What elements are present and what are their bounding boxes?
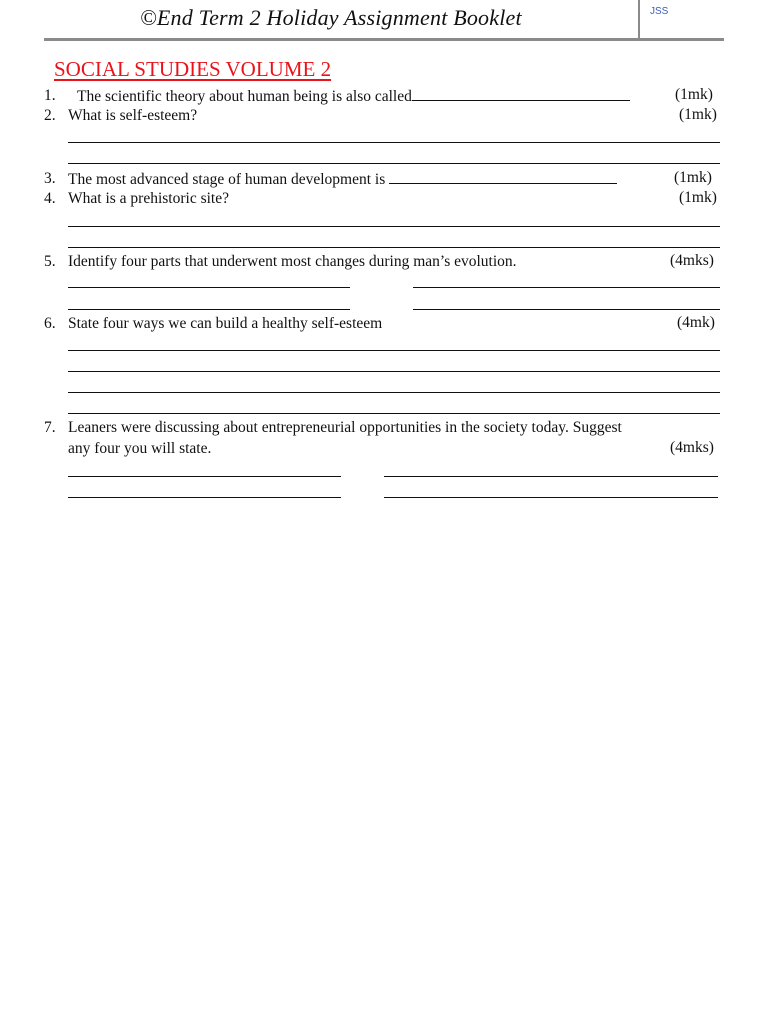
question-text: What is a prehistoric site? [68,190,229,207]
question-text: The most advanced stage of human development is [68,171,386,188]
answer-line[interactable] [413,287,720,288]
marks-label: (1mk) [675,86,713,103]
marks-label: (4mks) [670,252,714,269]
answer-blank[interactable] [412,86,630,101]
section-title: SOCIAL STUDIES VOLUME 2 [54,57,332,81]
question-number: 7. [44,419,56,436]
answer-line[interactable] [68,413,720,414]
question-number: 3. [44,170,56,187]
question-number: 2. [44,107,56,124]
answer-line[interactable] [68,163,720,164]
header-divider [638,0,640,40]
answer-line[interactable] [384,476,718,477]
answer-line[interactable] [68,142,720,143]
question-text: State four ways we can build a healthy self-esteem [68,315,383,332]
question-text: What is self-esteem? [68,107,198,124]
question-number: 6. [44,315,56,332]
header-rule [44,38,724,41]
answer-line[interactable] [68,392,720,393]
booklet-title: ©End Term 2 Holiday Assignment Booklet [140,5,522,30]
answer-line[interactable] [68,287,350,288]
question-text: Identify four parts that underwent most changes during man’s evolution. [68,253,517,270]
class-tag: JSS [650,6,669,17]
question-text: The scientific theory about human being is also called [77,88,412,105]
page-header [44,0,724,40]
question-number: 5. [44,253,56,270]
question-text: any four you will state. [68,440,212,457]
answer-line[interactable] [68,309,350,310]
marks-label: (1mk) [679,106,717,123]
answer-line[interactable] [384,497,718,498]
answer-line[interactable] [68,497,341,498]
question-number: 1. [44,87,56,104]
answer-blank[interactable] [389,169,617,184]
question-text: Leaners were discussing about entrepreneurial opportunities in the society today. Suggest [68,419,622,436]
answer-line[interactable] [68,247,720,248]
marks-label: (4mks) [670,439,714,456]
question-number: 4. [44,190,56,207]
marks-label: (4mk) [677,314,715,331]
answer-line[interactable] [413,309,720,310]
answer-line[interactable] [68,226,720,227]
marks-label: (1mk) [679,189,717,206]
answer-line[interactable] [68,350,720,351]
answer-line[interactable] [68,476,341,477]
answer-line[interactable] [68,371,720,372]
marks-label: (1mk) [674,169,712,186]
